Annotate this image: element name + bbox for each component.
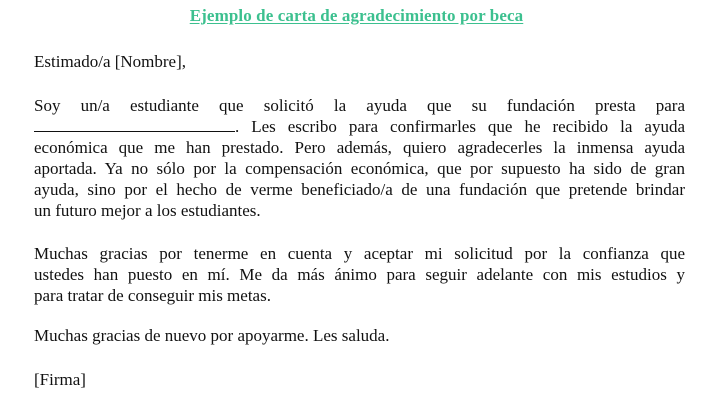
document-title: Ejemplo de carta de agradecimiento por beca: [189, 6, 524, 25]
paragraph-1: [34, 95, 685, 221]
paragraph-1-line-4: aportada. Ya no sólo por la compensación económica, que por supuesto ha sido de gran: [34, 159, 685, 178]
fill-in-blank: [34, 117, 235, 132]
paragraph-2-line-2: ustedes han puesto en mí. Me da más ánimo para seguir adelante con mis estudios y: [34, 265, 685, 284]
paragraph-1-line-2: [34, 116, 685, 137]
paragraph-3: [34, 325, 685, 346]
paragraph-2-line-3: para tratar de conseguir mis metas.: [34, 286, 271, 305]
paragraph-1-line-2-text: . Les escribo para confirmarles que he recibido la ayuda: [235, 117, 685, 136]
paragraph-1-line-5: ayuda, sino por el hecho de verme beneficiado/a de una fundación que pretende brindar: [34, 180, 685, 199]
signature: [Firma]: [34, 370, 86, 389]
paragraph-1-line-6: un futuro mejor a los estudiantes.: [34, 201, 261, 220]
paragraph-2: [34, 243, 685, 306]
paragraph-3-line-1: Muchas gracias de nuevo por apoyarme. Les saluda.: [34, 326, 390, 345]
paragraph-2-line-1: Muchas gracias por tenerme en cuenta y aceptar mi solicitud por la confianza que: [34, 244, 685, 263]
paragraph-1-line-3: económica que me han prestado. Pero además, quiero agradecerles la inmensa ayuda: [34, 138, 685, 157]
salutation: Estimado/a [Nombre],: [34, 52, 187, 71]
paragraph-1-line-1: Soy un/a estudiante que solicitó la ayuda que su fundación presta para: [34, 96, 685, 115]
